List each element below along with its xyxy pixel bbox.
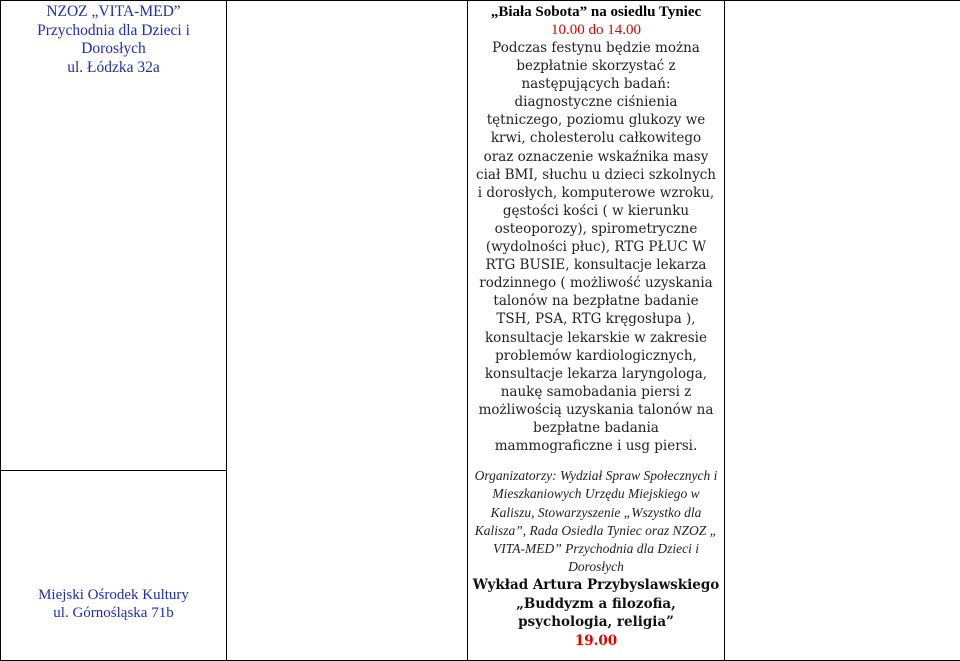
venue-cell-mok (1, 471, 227, 661)
venue-subtitle-line1: Przychodnia dla Dzieci i (1, 22, 226, 41)
empty-cell (725, 1, 960, 661)
table-row (1, 1, 960, 471)
event-organizers: Organizatorzy: Wydział Spraw Społecznych i Mieszkaniowych Urzędu Miejskiego w Kaliszu, Stowarzyszenie „Wszystko dla Kalisza”, Rada Osiedla Tyniec oraz NZOZ „ VITA-MED” Przychodnia dla Dzieci i Dorosłych (474, 467, 718, 576)
lecture-title-line3: psychologia, religia” (468, 613, 724, 632)
lecture-title-line1: Wykład Artura Przybyslawskiego (468, 576, 724, 595)
venue-subtitle-line2: Dorosłych (1, 40, 226, 59)
lecture-title-line2: „Buddyzm a filozofia, (468, 595, 724, 614)
event-time: 10.00 do 14.00 (468, 21, 724, 39)
event-description: Podczas festynu będzie można bezpłatnie skorzystać z następujących badań: diagnostyczne ciśnienia tętniczego, poziomu glukozy we krwi, cholesterolu całkowitego oraz oznaczenie wskaźnika masy ciał BMI, słuchu u dzieci szkolnych i dorosłych, komputerowe wzroku, gęstości kości ( w kierunku osteoporozy), spirometryczne (wydolności płuc), RTG PŁUC W RTG BUSIE, konsultacje lekarza rodzinnego ( możliwość uzyskania talonów na bezpłatne badanie TSH, PSA, RTG kręgosłupa ), konsultacje lekarskie w zakresie problemów kardiologicznych, konsultacje lekarza laryngologa, naukę samobadania piersi z możliwością uzyskania talonów na bezpłatne badania mammograficzne i usg piersi. (476, 39, 716, 455)
event-title: „Biała Sobota” na osiedlu Tyniec (468, 3, 724, 21)
venue-name: NZOZ „VITA-MED” (1, 3, 226, 22)
venue-cell-vita-med (1, 1, 227, 471)
venue-name: Miejski Ośrodek Kultury (1, 586, 226, 604)
venue-address: ul. Górnośląska 71b (1, 604, 226, 622)
empty-cell (227, 1, 468, 661)
event-cell (468, 1, 725, 661)
lecture-time: 19.00 (468, 632, 724, 650)
venue-address: ul. Łódzka 32a (1, 59, 226, 78)
